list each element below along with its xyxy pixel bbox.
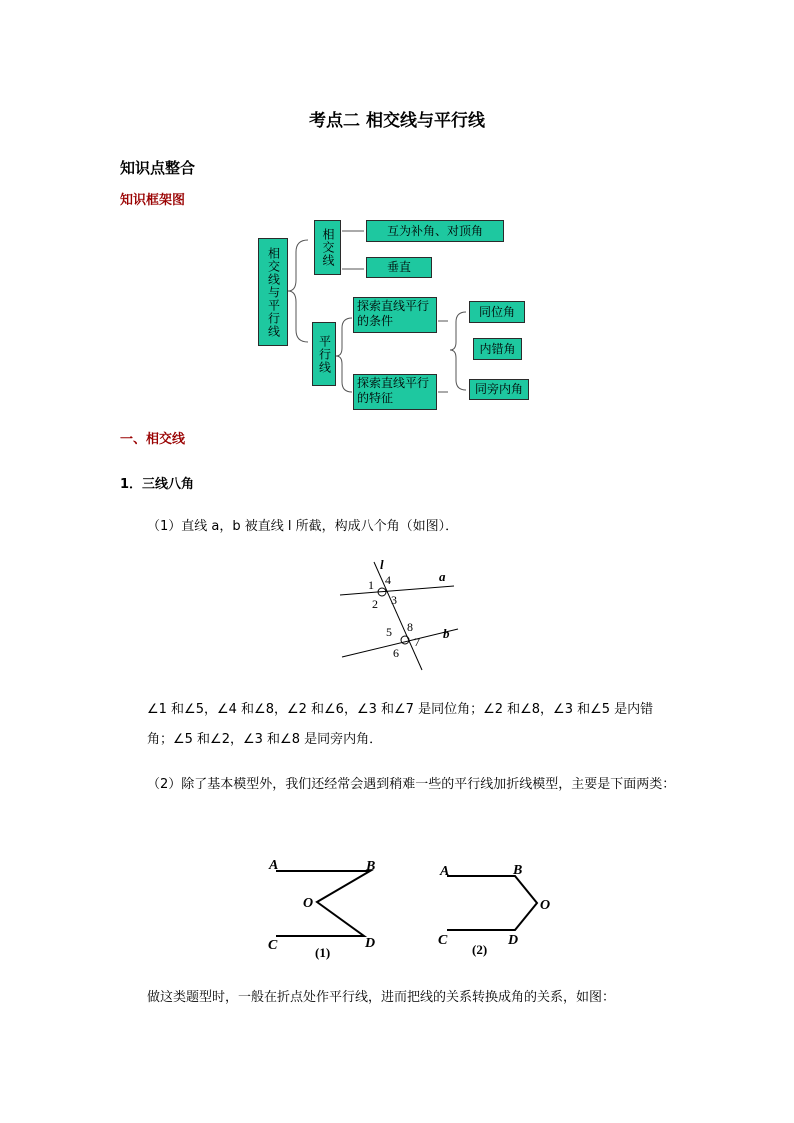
paragraph: ∠1 和∠5，∠4 和∠8，∠2 和∠6，∠3 和∠7 是同位角；∠2 和∠8，∠3 和∠5 是内错角；∠5 和∠2，∠3 和∠8 是同旁内角． — [147, 702, 654, 747]
point-label-a: A — [440, 864, 450, 879]
angle-label: 4 — [385, 573, 391, 587]
fw-intersect-item: 垂直 — [366, 257, 432, 278]
angle-label: 2 — [372, 597, 378, 611]
angle-label: 1 — [368, 578, 374, 592]
section-heading: 一、相交线 — [120, 432, 186, 447]
three-lines-figure — [330, 556, 470, 674]
page-title: 考点二 相交线与平行线 — [309, 111, 485, 131]
fw-angle-type: 内错角 — [473, 338, 522, 360]
angle-label: 8 — [407, 620, 413, 634]
fw-parallel: 平行线 — [312, 322, 336, 386]
figure-caption: (1) — [315, 945, 331, 960]
fw-intersect: 相交线 — [314, 220, 341, 275]
fw-explore-condition: 探索直线平行的条件 — [353, 297, 437, 333]
angle-label: 5 — [386, 625, 392, 639]
item-heading: 1．三线八角 — [120, 477, 195, 492]
polyline-models-figure — [260, 850, 580, 965]
framework-heading: 知识框架图 — [120, 193, 186, 208]
point-label-c: C — [268, 938, 278, 953]
paragraph: （2）除了基本模型外，我们还经常会遇到稍难一些的平行线加折线模型，主要是下面两类： — [147, 777, 676, 792]
point-label-c: C — [438, 933, 448, 948]
point-label-o: O — [540, 898, 551, 913]
paragraph: （1）直线 a，b 被直线 l 所截，构成八个角（如图）． — [147, 519, 459, 534]
line-label-a: a — [439, 569, 446, 584]
point-label-d: D — [508, 933, 519, 948]
fw-angle-type: 同位角 — [469, 301, 525, 323]
point-label-b: B — [513, 863, 523, 878]
summary-heading: 知识点整合 — [120, 159, 196, 177]
line-label-b: b — [443, 626, 450, 641]
framework-brackets — [0, 0, 794, 430]
angle-label: 7 — [414, 635, 420, 649]
line-label-l: l — [380, 557, 384, 572]
fw-explore-feature: 探索直线平行的特征 — [353, 374, 437, 410]
fw-angle-type: 同旁内角 — [469, 379, 529, 400]
point-label-d: D — [365, 936, 376, 951]
fw-root: 相交线与平行线 — [258, 238, 288, 346]
angle-label: 3 — [391, 593, 397, 607]
paragraph: 做这类题型时，一般在折点处作平行线，进而把线的关系转换成角的关系，如图： — [147, 990, 616, 1005]
point-label-b: B — [366, 859, 376, 874]
figure-caption: (2) — [472, 942, 488, 957]
point-label-o: O — [303, 896, 314, 911]
angle-label: 6 — [393, 646, 399, 660]
point-label-a: A — [269, 858, 279, 873]
fw-intersect-item: 互为补角、对顶角 — [366, 220, 504, 242]
